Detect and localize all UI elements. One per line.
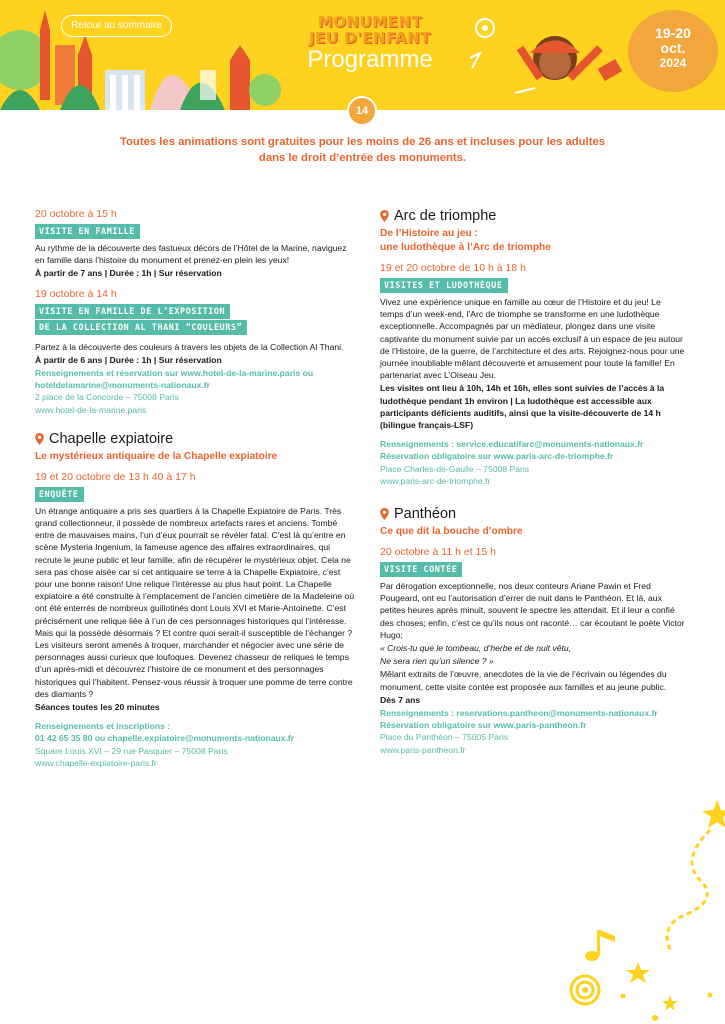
star-icon	[662, 995, 678, 1011]
page-number: 14	[347, 96, 377, 126]
event-title: Le mystérieux antiquaire de la Chapelle expiatoire	[35, 450, 278, 462]
venue-heading	[380, 207, 685, 225]
event-date: 20 octobre à 11 h et 15 h	[380, 546, 496, 559]
venue-heading	[380, 505, 685, 523]
location-pin-icon	[380, 210, 389, 222]
event-description: Un étrange antiquaire a pris ses quartiers à la Chapelle Expiatoire de Paris. Très grand collectionneur, il possède de nombreux artefacts rares et anciens. Tombé entre de mauvaises mains, l’un d’eux pourrait se révéler fatal. C’est là qu’entre en scène Mysteria Ingenium, la fameuse agence des affaires extraordinaires, qui recrute le jeune public et leur famille, afin de récupérer le mystérieux objet. Cela ne sera pas chose aisée car si cet antiquaire se terre à la Chapelle Expiatoire, c’est pour une bonne raison! Une relique l’intéresse au plus haut point. La Chapelle expiatoire a été construite à l’emplacement de l’ancien cimetière de la Madeleine où ont été enterrés de nombreux guillotinés dont Louis XVI et Marie-Antoinette. C’est précisément une relique liée à l’un de ces personnages historiques qui l’intéresse. Mais qui la possède désormais ? Et contre quoi serait-il susceptible de l’échanger ? Les visiteurs seront amenés à troquer, marchander et négocier avec une série de personnages aussi curieux que loufoques. Devenez chasseur de reliques le temps d’un après-midi et découvrez l’histoire de ce monument et des personnages historiques qui l’habitent. Pensez-vous réussir à troquer une pomme de terre contre des diamants ?	[35, 505, 355, 699]
booking-contact[interactable]: 01 42 65 35 80 ou chapelle.expiatoire@monuments-nationaux.fr	[35, 733, 295, 744]
booking-required[interactable]: Réservation obligatoire sur www.paris-arc-de-triomphe.fr	[380, 451, 614, 462]
dates-month: oct.	[660, 40, 686, 56]
booking-required[interactable]: Réservation obligatoire sur www.paris-pantheon.fr	[380, 720, 587, 731]
location-pin-icon	[380, 508, 389, 520]
event-details: Les visites ont lieu à 10h, 14h et 16h, elles sont suivies de l’accès à la ludothèque pendant 1h environ | La ludothèque est accessible aux participants déficients auditifs, ainsi que la visite-découverte de 14 h (bilingue français-LSF)	[380, 383, 665, 431]
venue-name: Chapelle expiatoire	[49, 430, 174, 447]
event-tag: VISITE EN FAMILLE DE L’EXPOSITION	[35, 304, 230, 319]
event-title: Ce que dit la bouche d’ombre	[380, 526, 523, 538]
website-link[interactable]: www.paris-pantheon.fr	[380, 744, 466, 755]
website-link[interactable]: www.chapelle-expiatoire-paris.fr	[35, 757, 157, 768]
music-note-icon	[585, 930, 615, 961]
page-title: Programme	[307, 46, 433, 73]
event-tag-group	[35, 304, 357, 338]
right-column	[380, 207, 685, 756]
event-description: Au rythme de la découverte des fastueux décors de l’Hôtel de la Marine, naviguez en famille dans l’histoire du monument et prenez-en plein les yeux!	[35, 243, 347, 266]
brand-line-1: MONUMENT	[317, 13, 423, 31]
location-pin-icon	[35, 433, 44, 445]
address: Place du Panthéon – 75005 Paris	[380, 732, 509, 743]
event-description: Partez à la découverte des couleurs à travers les objets de la Collection Al Thani.	[35, 341, 344, 352]
header-banner	[0, 0, 725, 110]
star-icon	[626, 962, 650, 983]
address: Square Louis XVI – 29 rue Pasquier – 75008 Paris	[35, 745, 228, 756]
event-tag: VISITE CONTÉE	[380, 562, 462, 577]
event-title: une ludothèque à l’Arc de triomphe	[380, 242, 551, 253]
event-tag: DE LA COLLECTION AL THANI “COULEURS”	[35, 320, 247, 335]
website-link[interactable]: www.paris-arc-de-triomphe.fr	[380, 475, 491, 486]
spiral-icon	[571, 976, 599, 1004]
event-tag: VISITE EN FAMILLE	[35, 224, 140, 239]
brand-line-2: JEU D'ENFANT	[309, 29, 431, 47]
event-meta: À partir de 7 ans | Durée : 1h | Sur réservation	[35, 268, 222, 279]
booking-info[interactable]: Renseignements : reservations.pantheon@monuments-nationaux.fr	[380, 708, 658, 719]
quote-line: Ne sera rien qu’un silence ? »	[380, 656, 494, 667]
event-sessions: Séances toutes les 20 minutes	[35, 702, 160, 713]
star-icon	[702, 800, 725, 828]
event-tag: ENQUÊTE	[35, 487, 84, 502]
dates-days: 19-20	[655, 25, 691, 41]
left-column	[35, 207, 357, 769]
website-link[interactable]: www.hotel-de-la-marine.paris	[35, 404, 147, 415]
address: 2 place de la Concorde – 75008 Paris	[35, 392, 179, 403]
kids-illustration	[460, 8, 630, 108]
event-date: 20 octobre à 15 h	[35, 208, 117, 220]
event-description: Vivez une expérience unique en famille au cœur de l’Histoire et du jeu! Le temps d’un week-end, l’Arc de triomphe se transforme en une ludothèque exceptionnelle. Accompagnés par un médiateur, plongez dans une visite captivante du monument suivie par un accès exclusif à un espace de jeu autour de l’Histoire, de la guerre, de l’architecture et des arts. Rejoignez-nous pour une journée inoubliable mêlant découverte et amusement pour toute la famille! En partenariat avec L’Oiseau Jeu.	[380, 297, 685, 381]
venue-heading	[35, 430, 357, 448]
event-date: 19 et 20 octobre de 10 h à 18 h	[380, 262, 526, 274]
event-description: Mêlant extraits de l’œuvre, anecdotes de la vie de l’écrivain ou légendes du monument, cette visite contée est proposée aux familles et au jeune public.	[380, 669, 667, 692]
event-age: Dès 7 ans	[380, 694, 421, 705]
decorative-doodles	[560, 790, 725, 1024]
venue-name: Panthéon	[394, 506, 457, 523]
venue-name: Arc de triomphe	[394, 208, 497, 224]
booking-info[interactable]: Renseignements : service.educatifarc@monuments-nationaux.fr	[380, 439, 644, 450]
event-dates-badge	[628, 10, 718, 92]
booking-info[interactable]: Renseignements et réservation sur www.hotel-de-la-marine.paris ou hoteldelamarine@monuments-nationaux.fr	[35, 368, 314, 391]
booking-info-title: Renseignements et inscriptions :	[35, 721, 171, 732]
event-tag: VISITES ET LUDOTHÈQUE	[380, 278, 508, 293]
quote-line: « Crois-tu que le tombeau, d’herbe et de nuit vêtu,	[380, 643, 572, 654]
intro-text: Toutes les animations sont gratuites pour les moins de 26 ans et incluses pour les adultes dans le droit d’entrée des monuments.	[119, 136, 606, 164]
event-description: Par dérogation exceptionnelle, nos deux conteurs Ariane Pawin et Fred Pougeard, ont eu l’autorisation d’errer de nuit dans le Panthéon. Et là, aux petites heures après minuit, souvent le spectre les attendait. Et il leur a confié des choses; enfin, c’est ce qu’ils nous ont raconté… car écoutant le poète Victor Hugo;	[380, 581, 685, 640]
event-title: De l’Histoire au jeu :	[380, 228, 478, 239]
event-date: 19 octobre à 14 h	[35, 287, 117, 300]
address: Place Charles-de-Gaulle – 75008 Paris	[380, 463, 530, 474]
event-meta: À partir de 6 ans | Durée : 1h | Sur réservation	[35, 354, 222, 365]
event-date: 19 et 20 octobre de 13 h 40 à 17 h	[35, 470, 196, 483]
brand-logo	[290, 14, 450, 74]
dates-year: 2024	[659, 56, 687, 70]
back-to-summary-button[interactable]: Retour au sommaire	[61, 15, 172, 37]
